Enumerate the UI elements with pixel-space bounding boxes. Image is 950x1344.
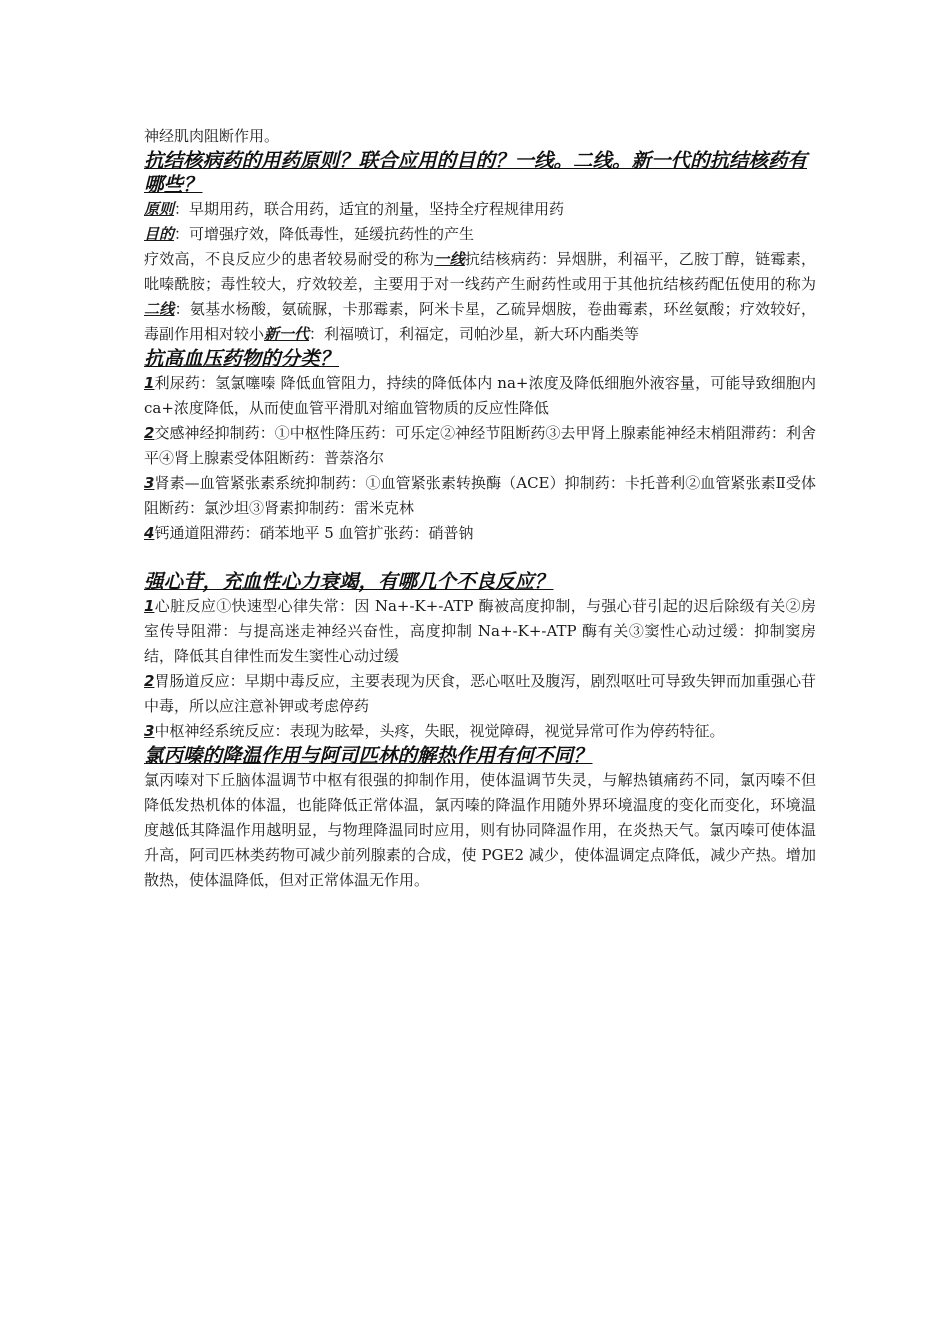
section-heading-cardiac-glycosides: 强心苷，充血性心力衰竭，有哪几个不良反应？	[144, 570, 554, 593]
item-number: 1	[144, 597, 155, 615]
principle-text: ：早期用药，联合用药，适宜的剂量，坚持全疗程规律用药	[174, 200, 565, 218]
item-number: 2	[144, 424, 155, 442]
item-number: 3	[144, 474, 155, 492]
blank-line	[144, 546, 816, 570]
item-text: 肾素—血管紧张素系统抑制药：①血管紧张素转换酶（ACE）抑制药：卡托普利②血管紧张素Ⅱ受体阻断药：氯沙坦③肾素抑制药：雷米克林	[144, 474, 816, 517]
list-item	[144, 371, 816, 421]
section-heading-tb-drugs: 抗结核病药的用药原则？联合应用的目的？一线。二线。新一代的抗结核药有哪些？	[144, 149, 808, 196]
para-text-b: 抗结核病药：异烟肼，利福平，乙胺丁醇，链霉素，吡嗪酰胺；毒性较大，疗效较差，主要用于对一线药产生耐药性或用于其他抗结核药配伍使用的称为	[144, 250, 816, 293]
section-heading-antihypertensives: 抗高血压药物的分类？	[144, 347, 340, 370]
purpose-label: 目的	[144, 225, 175, 243]
tb-drug-lines-paragraph	[144, 247, 816, 347]
principle-paragraph	[144, 197, 816, 222]
list-item	[144, 719, 816, 744]
item-text: 中枢神经系统反应：表现为眩晕，头疼，失眠，视觉障碍，视觉异常可作为停药特征。	[154, 722, 725, 740]
list-item	[144, 594, 816, 669]
item-text: 心脏反应①快速型心律失常：因 Na+-K+-ATP 酶被高度抑制，与强心苷引起的迟后除级有关②房室传导阻滞：与提高迷走神经兴奋性，高度抑制 Na+-K+-ATP 酶有关③窦性心动过缓：抑制窦房结，降低其自律性而发生窦性心动过缓	[144, 597, 816, 665]
section-heading-chlorpromazine: 氯丙嗪的降温作用与阿司匹林的解热作用有何不同？	[144, 744, 593, 767]
list-item	[144, 471, 816, 521]
intro-line: 神经肌肉阻断作用。	[144, 127, 280, 145]
item-number: 3	[144, 722, 155, 740]
purpose-text: ：可增强疗效，降低毒性，延缓抗药性的产生	[174, 225, 475, 243]
list-item	[144, 421, 816, 471]
item-text: 钙通道阻滞药：硝苯地平 5 血管扩张药：硝普钠	[154, 524, 474, 542]
para-text-d: ：利福喷订，利福定，司帕沙星，新大环内酯类等	[309, 325, 640, 343]
principle-label: 原则	[144, 200, 175, 218]
purpose-paragraph	[144, 222, 816, 247]
list-item	[144, 521, 816, 546]
new-generation-label: 新一代	[264, 325, 310, 343]
list-item	[144, 669, 816, 719]
item-number: 2	[144, 672, 155, 690]
document-page	[144, 124, 816, 893]
item-number: 1	[144, 374, 155, 392]
first-line-label: 一线	[434, 250, 465, 268]
para-text-a: 疗效高，不良反应少的患者较易耐受的称为	[144, 250, 435, 268]
item-number: 4	[144, 524, 155, 542]
item-text: 胃肠道反应：早期中毒反应，主要表现为厌食，恶心呕吐及腹泻，剧烈呕吐可导致失钾而加重强心苷中毒，所以应注意补钾或考虑停药	[144, 672, 816, 715]
item-text: 利尿药：氢氯噻嗪 降低血管阻力，持续的降低体内 na+浓度及降低细胞外液容量，可能导致细胞内 ca+浓度降低，从而使血管平滑肌对缩血管物质的反应性降低	[144, 374, 816, 417]
chlorpromazine-paragraph: 氯丙嗪对下丘脑体温调节中枢有很强的抑制作用，使体温调节失灵，与解热镇痛药不同，氯丙嗪不但降低发热机体的体温，也能降低正常体温，氯丙嗪的降温作用随外界环境温度的变化而变化，环境温度越低其降温作用越明显，与物理降温同时应用，则有协同降温作用，在炎热天气。氯丙嗪可使体温升高，阿司匹林类药物可减少前列腺素的合成，使 PGE2 减少，使体温调定点降低，减少产热。增加散热，使体温降低，但对正常体温无作用。	[144, 771, 816, 889]
item-text: 交感神经抑制药：①中枢性降压药：可乐定②神经节阻断药③去甲肾上腺素能神经末梢阻滞药：利舍平④肾上腺素受体阻断药：普萘洛尔	[144, 424, 816, 467]
second-line-label: 二线	[144, 300, 175, 318]
para-text-c: ：氨基水杨酸，氨硫脲，卡那霉素，阿米卡星，乙硫异烟胺，卷曲霉素，环丝氨酸；疗效较好，毒副作用相对较小	[144, 300, 816, 343]
